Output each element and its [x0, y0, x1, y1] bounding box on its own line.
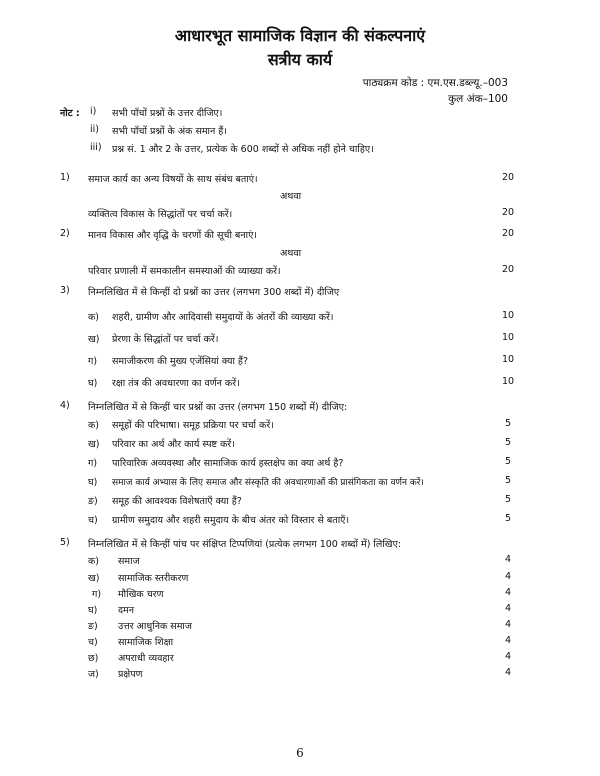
sub-question-text: अपराधी व्यवहार — [118, 653, 174, 664]
sub-question-text: समाज — [118, 556, 140, 567]
sub-question-label: छ) — [88, 653, 99, 664]
question-text: मानव विकास और वृद्धि के चरणों की सूची बनाएं। — [88, 230, 257, 241]
sub-question-marks: 5 — [504, 494, 512, 505]
question-text: परिवार प्रणाली में समकालीन समस्याओं की व्याख्या करें। — [88, 266, 281, 277]
question-number: 5) — [60, 537, 70, 548]
sub-question-text: दमन — [118, 605, 134, 616]
sub-question-text: पारिवारिक अव्यवस्था और सामाजिक कार्य हस्तक्षेप का क्या अर्थ है? — [112, 458, 344, 469]
question-marks: 20 — [501, 207, 515, 218]
sub-question-text: परिवार का अर्थ और कार्य स्पष्ट करें। — [112, 439, 235, 450]
sub-question-label: ख) — [88, 439, 100, 450]
sub-question-marks: 5 — [504, 418, 512, 429]
sub-question-label: क) — [88, 312, 100, 323]
or-label: अथवा — [280, 248, 302, 259]
sub-question-text: शहरी, ग्रामीण और आदिवासी समुदायों के अंतरों की व्याख्या करें। — [112, 312, 334, 323]
question-marks: 20 — [501, 228, 515, 239]
sub-question-marks: 10 — [501, 332, 515, 343]
question-text: निम्नलिखित में से किन्हीं दो प्रश्नों का उत्तर (लगभग 300 शब्दों में) दीजिए — [88, 287, 340, 298]
sub-question-marks: 4 — [504, 651, 512, 662]
sub-question-label: ग) — [88, 356, 98, 367]
page-number: 6 — [296, 746, 304, 760]
question-text: निम्नलिखित में से किन्हीं पांच पर संक्षिप्त टिप्पणियां (प्रत्येक लगभग 100 शब्दों में) लिखिए: — [88, 539, 402, 550]
or-label: अथवा — [280, 191, 302, 202]
question-number: 4) — [60, 400, 70, 411]
sub-question-label: ङ) — [88, 496, 98, 507]
sub-question-marks: 4 — [504, 554, 512, 565]
sub-question-label: ज) — [88, 669, 99, 680]
question-marks: 20 — [501, 172, 515, 183]
question-number: 3) — [60, 285, 70, 296]
sub-question-marks: 4 — [504, 587, 512, 598]
sub-question-label: ग) — [88, 458, 98, 469]
note-text: सभी पाँचों प्रश्नों के अंक समान हैं। — [112, 126, 227, 137]
note-text: सभी पाँचों प्रश्नों के उत्तर दीजिए। — [112, 108, 223, 119]
question-number: 2) — [60, 228, 70, 239]
question-text: निम्नलिखित में से किन्हीं चार प्रश्नों का उत्तर (लगभग 150 शब्दों में) दीजिए: — [88, 402, 348, 413]
note-num: i) — [90, 106, 97, 117]
sub-question-label: ख) — [88, 334, 100, 345]
sub-question-label: क) — [88, 556, 100, 567]
sub-question-text: समूहों की परिभाषा। समूह प्रक्रिया पर चर्चा करें। — [112, 420, 274, 431]
sub-question-text: प्रक्षेपण — [118, 669, 143, 680]
sub-question-text: ग्रामीण समुदाय और शहरी समुदाय के बीच अंतर को विस्तार से बताएँ। — [112, 515, 350, 526]
sub-question-text: सामाजिक स्तरीकरण — [118, 573, 189, 584]
question-text: समाज कार्य का अन्य विषयों के साथ संबंध बताएं। — [88, 174, 258, 185]
sub-question-marks: 5 — [504, 513, 512, 524]
page-subtitle: सत्रीय कार्य — [267, 50, 333, 69]
note-num: ii) — [90, 124, 99, 135]
sub-question-marks: 4 — [504, 571, 512, 582]
sub-question-label: च) — [88, 515, 98, 526]
note-num: iii) — [90, 142, 102, 153]
sub-question-text: मौखिक चरण — [118, 589, 164, 600]
sub-question-label: घ) — [88, 605, 98, 616]
note-text: प्रश्न सं. 1 और 2 के उत्तर, प्रत्येक के 600 शब्दों से अधिक नहीं होने चाहिए। — [112, 144, 374, 155]
sub-question-text: समाजीकरण की मुख्य एजेंसियां क्या हैं? — [112, 356, 249, 367]
page-title: आधारभूत सामाजिक विज्ञान की संकल्पनाएं — [174, 26, 426, 45]
sub-question-label: घ) — [88, 378, 98, 389]
sub-question-marks: 5 — [504, 475, 512, 486]
sub-question-marks: 5 — [504, 437, 512, 448]
sub-question-marks: 4 — [504, 619, 512, 630]
sub-question-text: रक्षा तंत्र की अवधारणा का वर्णन करें। — [112, 378, 240, 389]
sub-question-marks: 5 — [504, 456, 512, 467]
sub-question-text: उत्तर आधुनिक समाज — [118, 621, 192, 632]
sub-question-label: ख) — [88, 573, 100, 584]
sub-question-label: घ) — [88, 477, 98, 488]
sub-question-label: च) — [88, 637, 98, 648]
sub-question-text: समाज कार्य अभ्यास के लिए समाज और संस्कृति की अवधारणाओं की प्रासंगिकता का वर्णन करें। — [112, 478, 424, 488]
sub-question-marks: 10 — [501, 354, 515, 365]
sub-question-marks: 10 — [501, 310, 515, 321]
sub-question-text: सामाजिक शिक्षा — [118, 637, 174, 648]
note-label: नोट : — [60, 108, 80, 119]
sub-question-text: समूह की आवश्यक विशेषताएँ क्या हैं? — [112, 496, 242, 507]
question-text: व्यक्तित्व विकास के सिद्धांतों पर चर्चा करें। — [88, 209, 233, 220]
sub-question-marks: 4 — [504, 603, 512, 614]
sub-question-marks: 4 — [504, 635, 512, 646]
sub-question-marks: 10 — [501, 376, 515, 387]
question-marks: 20 — [501, 264, 515, 275]
sub-question-text: प्रेरणा के सिद्धांतों पर चर्चा करें। — [112, 334, 219, 345]
question-number: 1) — [60, 172, 70, 183]
course-code: पाठ्यक्रम कोड : एम.एस.डब्ल्यू.–003 — [362, 77, 508, 89]
sub-question-label: ग) — [92, 589, 102, 600]
total-marks: कुल अंक–100 — [448, 93, 508, 105]
sub-question-label: ङ) — [88, 621, 98, 632]
sub-question-label: क) — [88, 420, 100, 431]
sub-question-marks: 4 — [504, 667, 512, 678]
